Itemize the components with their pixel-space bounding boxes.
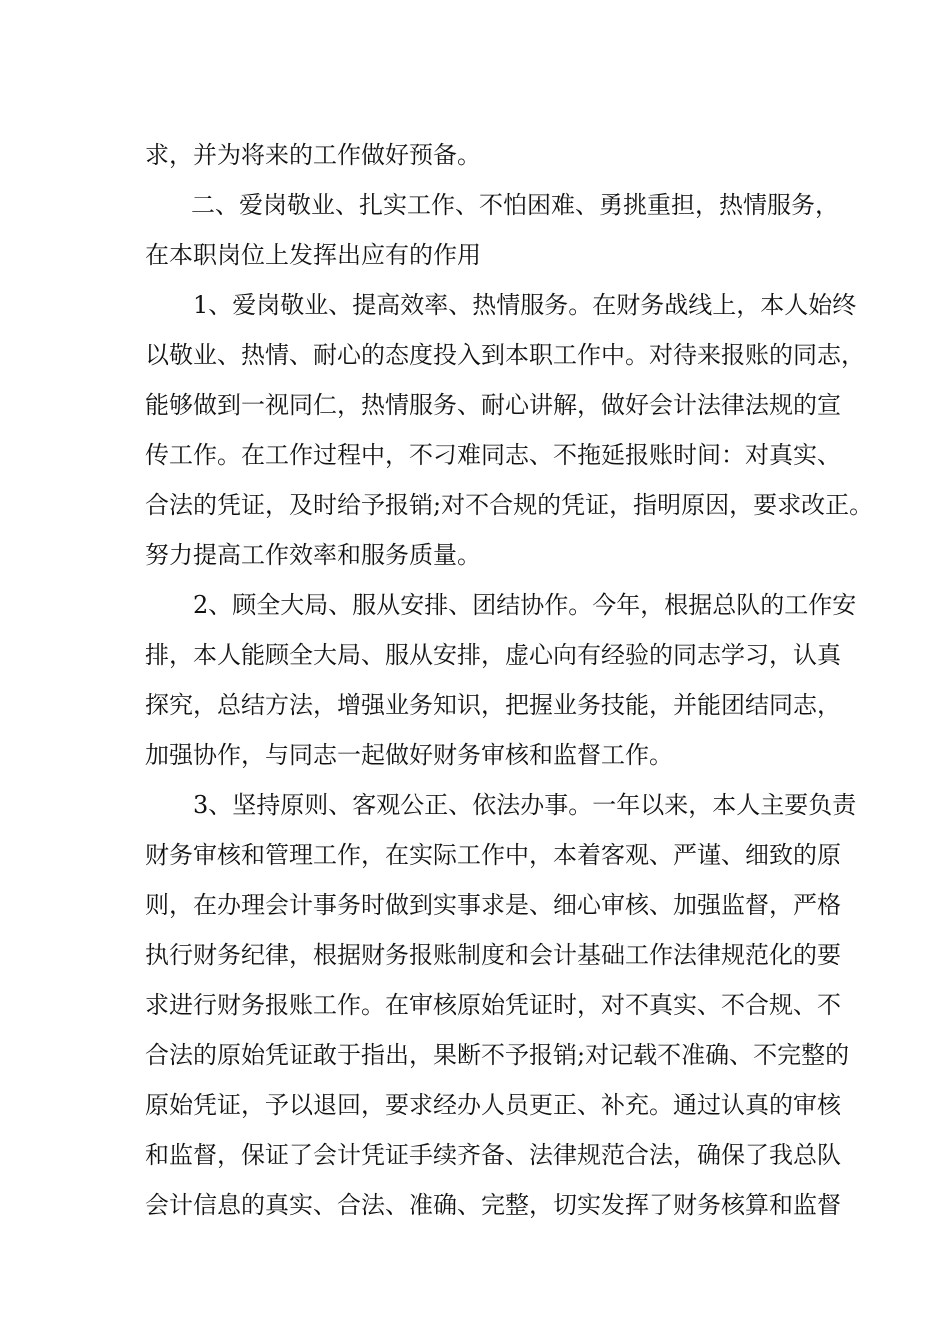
paragraph-3-line-4: 执行财务纪律，根据财务报账制度和会计基础工作法律规范化的要	[145, 941, 841, 969]
text-line-1: 求，并为将来的工作做好预备。	[145, 141, 481, 169]
paragraph-3-line-2: 财务审核和管理工作，在实际工作中，本着客观、严谨、细致的原	[145, 841, 841, 869]
paragraph-2-line-4: 加强协作，与同志一起做好财务审核和监督工作。	[145, 741, 673, 769]
paragraph-1-line-2: 以敬业、热情、耐心的态度投入到本职工作中。对待来报账的同志，	[145, 341, 865, 369]
document-body	[145, 130, 874, 1230]
paragraph-2-line-3: 探究，总结方法，增强业务知识，把握业务技能，并能团结同志，	[145, 691, 841, 719]
section-heading-line-2: 在本职岗位上发挥出应有的作用	[145, 241, 481, 269]
paragraph-3-line-8: 和监督，保证了会计凭证手续齐备、法律规范合法，确保了我总队	[145, 1141, 841, 1169]
paragraph-3-line-3: 则，在办理会计事务时做到实事求是、细心审核、加强监督，严格	[145, 891, 841, 919]
paragraph-2-line-2: 排，本人能顾全大局、服从安排，虚心向有经验的同志学习，认真	[145, 641, 841, 669]
paragraph-1-line-1: 1、爱岗敬业、提高效率、热情服务。在财务战线上，本人始终	[193, 291, 857, 319]
paragraph-1-line-3: 能够做到一视同仁，热情服务、耐心讲解，做好会计法律法规的宣	[145, 391, 841, 419]
paragraph-3-line-7: 原始凭证，予以退回，要求经办人员更正、补充。通过认真的审核	[145, 1091, 841, 1119]
paragraph-1-line-4: 传工作。在工作过程中，不刁难同志、不拖延报账时间：对真实、	[145, 441, 841, 469]
paragraph-1-line-5: 合法的凭证，及时给予报销;对不合规的凭证，指明原因，要求改正。	[145, 491, 874, 519]
paragraph-3-line-1: 3、坚持原则、客观公正、依法办事。一年以来，本人主要负责	[193, 791, 857, 819]
paragraph-1-line-6: 努力提高工作效率和服务质量。	[145, 541, 481, 569]
paragraph-3-line-9: 会计信息的真实、合法、准确、完整，切实发挥了财务核算和监督	[145, 1191, 841, 1219]
paragraph-3-line-5: 求进行财务报账工作。在审核原始凭证时，对不真实、不合规、不	[145, 991, 841, 1019]
section-heading-line-1: 二、爱岗敬业、扎实工作、不怕困难、勇挑重担，热情服务，	[191, 191, 839, 219]
paragraph-3-line-6: 合法的原始凭证敢于指出，果断不予报销;对记载不准确、不完整的	[145, 1041, 850, 1069]
paragraph-2-line-1: 2、顾全大局、服从安排、团结协作。今年，根据总队的工作安	[193, 591, 857, 619]
